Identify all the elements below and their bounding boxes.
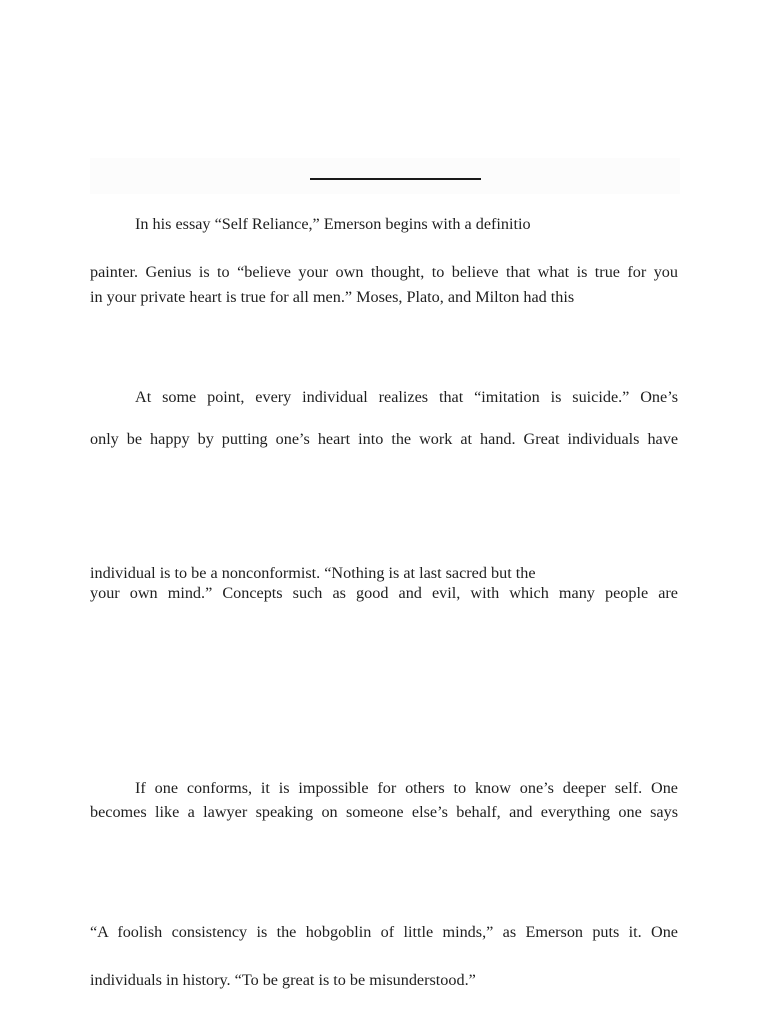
title-underline: [310, 178, 481, 180]
text-line: individuals in history. “To be great is to be misunderstood.”: [90, 971, 476, 989]
text-line: At some point, every individual realizes that “imitation is suicide.” One’s: [135, 388, 678, 406]
text-line: becomes like a lawyer speaking on someone else’s behalf, and everything one says: [90, 803, 678, 821]
text-line: only be happy by putting one’s heart into the work at hand. Great individuals have: [90, 430, 678, 448]
text-line: your own mind.” Concepts such as good and evil, with which many people are: [90, 584, 678, 602]
text-line: painter. Genius is to “believe your own thought, to believe that what is true for you: [90, 263, 678, 281]
text-line: In his essay “Self Reliance,” Emerson begins with a definitio: [135, 215, 531, 233]
header-band: [90, 158, 680, 194]
text-line: individual is to be a nonconformist. “Nothing is at last sacred but the: [90, 564, 536, 582]
text-line: in your private heart is true for all men.” Moses, Plato, and Milton had this: [90, 288, 575, 306]
text-line: If one conforms, it is impossible for others to know one’s deeper self. One: [135, 779, 678, 797]
text-line: “A foolish consistency is the hobgoblin of little minds,” as Emerson puts it. One: [90, 923, 678, 941]
